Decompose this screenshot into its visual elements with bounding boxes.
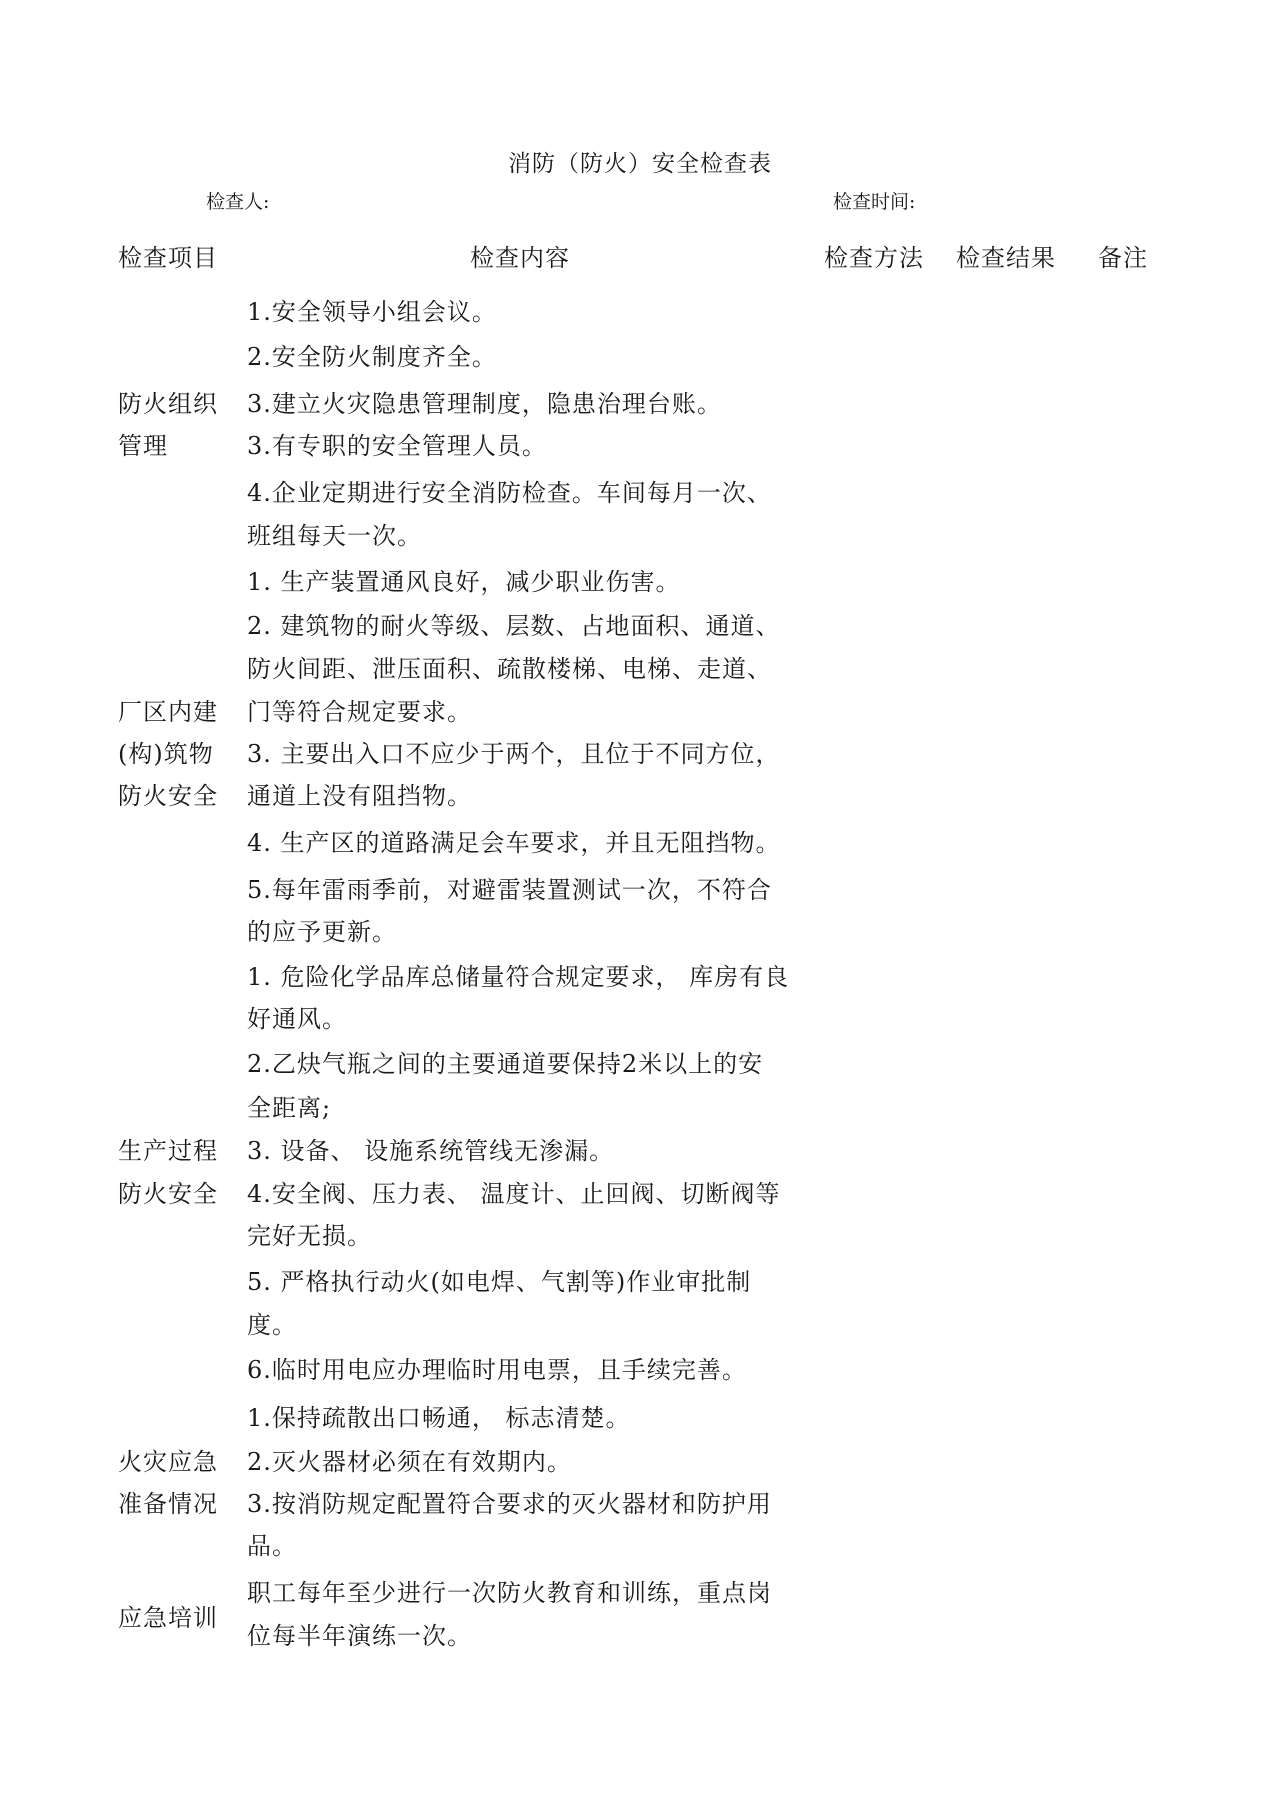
content-line: 3.建立火灾隐患管理制度，隐患治理台账。 [247,390,722,418]
content-line: 1.安全领导小组会议。 [247,298,497,326]
category-emergency-training: 应急培训 [118,1604,218,1632]
category-fire-organization-1: 防火组织 [118,390,218,418]
content-line: 1. 生产装置通风良好，减少职业伤害。 [247,568,681,596]
category-fire-organization-2: 管理 [118,432,168,460]
category-emergency-preparedness-1: 火灾应急 [118,1448,218,1476]
content-line: 2.安全防火制度齐全。 [247,343,497,371]
content-line: 全距离; [247,1094,332,1122]
content-line: 度。 [247,1311,297,1339]
content-line: 5.每年雷雨季前，对避雷装置测试一次，不符合 [247,876,772,904]
category-building-fire-safety-3: 防火安全 [118,782,218,810]
content-line: 4.企业定期进行安全消防检查。车间每月一次、 [247,479,772,507]
content-line: 好通风。 [247,1005,347,1033]
header-check-content: 检查内容 [470,244,570,272]
category-production-fire-safety-1: 生产过程 [118,1137,218,1165]
content-line: 3.有专职的安全管理人员。 [247,432,547,460]
content-line: 门等符合规定要求。 [247,698,472,726]
content-line: 防火间距、泄压面积、疏散楼梯、电梯、走道、 [247,655,772,683]
content-line: 5. 严格执行动火(如电焊、气割等)作业审批制 [247,1268,752,1296]
content-line: 4. 生产区的道路满足会车要求，并且无阻挡物。 [247,829,781,857]
content-line: 3. 主要出入口不应少于两个，且位于不同方位， [247,740,781,768]
content-line: 1. 危险化学品库总储量符合规定要求， 库房有良 [247,963,790,991]
content-line: 2. 建筑物的耐火等级、层数、占地面积、通道、 [247,612,781,640]
content-line: 职工每年至少进行一次防火教育和训练，重点岗 [247,1579,772,1607]
header-remark: 备注 [1098,244,1148,272]
content-line: 3. 设备、 设施系统管线无渗漏。 [247,1137,615,1165]
header-check-method: 检查方法 [824,244,924,272]
content-line: 1.保持疏散出口畅通， 标志清楚。 [247,1404,631,1432]
inspection-time-label: 检查时间: [833,191,916,213]
content-line: 2.灭火器材必须在有效期内。 [247,1448,572,1476]
content-line: 完好无损。 [247,1222,372,1250]
inspector-label: 检查人: [206,191,270,213]
header-check-result: 检查结果 [956,244,1056,272]
content-line: 4.安全阀、压力表、 温度计、止回阀、切断阀等 [247,1180,781,1208]
content-line: 品。 [247,1532,297,1560]
header-check-item: 检查项目 [118,244,218,272]
content-line: 班组每天一次。 [247,522,422,550]
content-line: 6.临时用电应办理临时用电票，且手续完善。 [247,1356,747,1384]
content-line: 通道上没有阻挡物。 [247,782,472,810]
content-line: 2.乙炔气瓶之间的主要通道要保持2米以上的安 [247,1050,764,1078]
page-title: 消防（防火）安全检查表 [508,151,772,177]
category-production-fire-safety-2: 防火安全 [118,1180,218,1208]
content-line: 3.按消防规定配置符合要求的灭火器材和防护用 [247,1490,772,1518]
category-emergency-preparedness-2: 准备情况 [118,1490,218,1518]
content-line: 位每半年演练一次。 [247,1622,472,1650]
category-building-fire-safety-2: (构)筑物 [118,740,214,768]
category-building-fire-safety-1: 厂区内建 [118,698,218,726]
content-line: 的应予更新。 [247,918,397,946]
